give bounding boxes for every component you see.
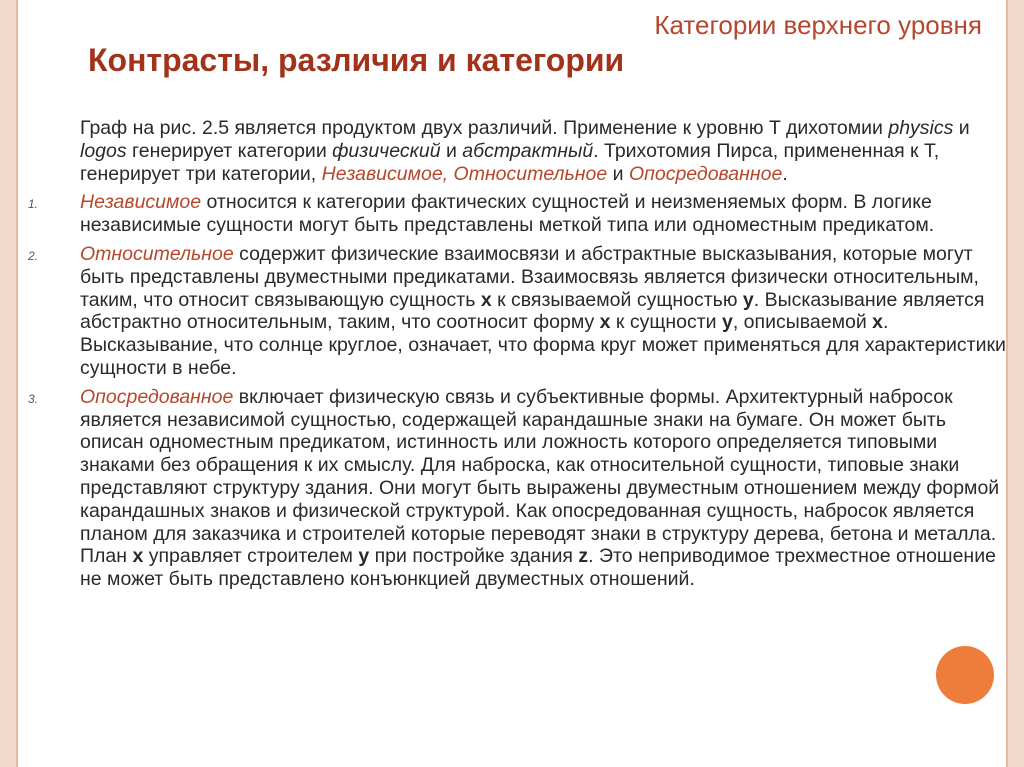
list-number: 3. xyxy=(28,391,39,406)
intro-text: и xyxy=(607,162,629,185)
item-text: относится к категории фактических сущностей и неизменяемых форм. В логике независимые сущности могут быть представлены меткой типа или одноместным предикатом. xyxy=(80,191,935,237)
item-text: к сущности xyxy=(610,311,722,334)
category-relative: Относительное xyxy=(453,162,608,185)
term-physical: физический xyxy=(332,139,441,162)
var-x: x xyxy=(480,288,492,311)
intro-text: и xyxy=(953,117,970,139)
list-item-relative xyxy=(28,242,1010,380)
item-text: включает физическую связь и субъективные формы. Архитектурный набросок является независимой сущностью, содержащей карандашные знаки на бумаге. Он может быть описан одноместным предикатом, истинность или ложность которого определяется типовыми знаками без обращения к их смыслу. Для наброска, как относительной сущности, типовые знаки представляют структуру здания. Они могут быть выражены двуместным отношением между формой карандашных знаков и физической структурой. Как опосредованная сущность, набросок является планом для заказчика и строителей которые переводят знаки в структуру дерева, бетона и металла. План xyxy=(80,385,1000,568)
var-x: x xyxy=(132,545,144,568)
item-term: Независимое xyxy=(80,191,202,214)
item-term: Относительное xyxy=(80,242,234,265)
var-y: y xyxy=(742,288,754,311)
var-y: y xyxy=(358,545,370,568)
item-text: при постройке здания xyxy=(369,545,579,568)
list-item-independent xyxy=(28,191,1010,237)
left-border xyxy=(0,0,16,767)
item-text: . Это неприводимое трехместное отношение не может быть представлено конъюнкцией двуместных отношений. xyxy=(80,545,996,591)
slide-body xyxy=(28,117,1010,597)
intro-text: генерирует категории xyxy=(126,139,333,162)
var-z: z xyxy=(578,545,589,568)
list-item-mediating xyxy=(28,385,1010,591)
item-text: . Высказывание, что солнце круглое, означает, что форма круг может применяться для характеристики сущности в небе. xyxy=(80,311,1006,379)
item-term: Опосредованное xyxy=(80,385,234,408)
intro-text: . xyxy=(782,162,788,185)
list-number: 1. xyxy=(28,197,39,212)
category-mediating: Опосредованное xyxy=(628,162,783,185)
var-x: x xyxy=(872,311,883,334)
intro-text: и xyxy=(440,139,463,162)
intro-text: . Трихотомия Пирса, примененная к T, генерирует три категории, xyxy=(80,139,940,185)
decorative-circle xyxy=(936,646,994,704)
slide-title: Контрасты, различия и категории xyxy=(88,42,625,78)
var-x: x xyxy=(599,311,611,334)
intro-paragraph xyxy=(80,117,1010,185)
term-logos: logos xyxy=(80,139,127,162)
list-number: 2. xyxy=(28,248,39,263)
item-text: . Высказывание является абстрактно относительным, таким, что соотносит форму xyxy=(80,288,985,334)
right-border xyxy=(1008,0,1024,767)
item-text: содержит физические взаимосвязи и абстрактные высказывания, которые могут быть представлены двуместными предикатами. Взаимосвязь является физически относительным, таким, что относит связывающую сущность xyxy=(80,242,979,311)
item-text: управляет строителем xyxy=(143,545,359,568)
term-abstract: абстрактный xyxy=(462,139,594,162)
slide-subtitle: Категории верхнего уровня xyxy=(654,10,982,40)
item-text: , описываемой xyxy=(732,311,873,334)
var-y: y xyxy=(721,311,733,334)
slide xyxy=(18,0,1006,767)
term-physics: physics xyxy=(888,117,954,139)
intro-text: Граф на рис. 2.5 является продуктом двух различий. Применение к уровню T дихотомии xyxy=(80,117,889,139)
category-independent: Независимое, xyxy=(321,162,449,185)
item-text: к связываемой сущностью xyxy=(491,288,743,311)
